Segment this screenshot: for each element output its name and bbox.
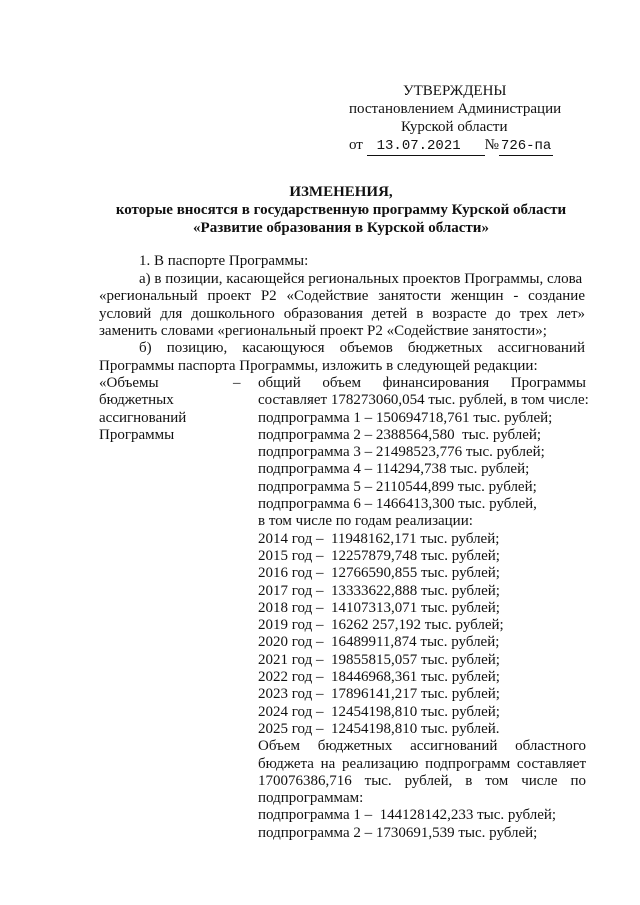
table-right-line: Объем бюджетных ассигнований областного (258, 738, 586, 755)
approval-line-2: Курской области (401, 119, 508, 135)
table-left-line-4: Программы (99, 427, 175, 443)
table-right-line: 2025 год – 12454198,810 тыс. рублей. (258, 720, 500, 737)
number-label: № (484, 137, 499, 153)
table-right-line: подпрограмма 4 – 114294,738 тыс. рублей; (258, 461, 530, 478)
paragraph-a-line-4: заменить словами «региональный проект Р2 «Содействие занятости»; (99, 323, 547, 339)
table-left-line-1: «Объемы (99, 375, 159, 391)
table-right-line: 170076386,716 тыс. рублей, в том числе по (258, 772, 586, 789)
table-right-line: подпрограмма 2 – 1730691,539 тыс. рублей; (258, 824, 538, 841)
approval-line-1: постановлением Администрации (349, 101, 562, 117)
table-right-line: 2020 год – 16489911,874 тыс. рублей; (258, 634, 500, 651)
table-right-line: подпрограмма 5 – 2110544,899 тыс. рублей; (258, 478, 537, 495)
table-right-line: 2024 год – 12454198,810 тыс. рублей; (258, 703, 500, 720)
table-right-column (258, 375, 589, 842)
table-right-line: бюджета на реализацию подпрограмм составляет (258, 755, 586, 772)
table-right-line: подпрограмма 3 – 21498523,776 тыс. рублей; (258, 444, 545, 461)
table-right-line: 2023 год – 17896141,217 тыс. рублей; (258, 686, 500, 703)
table-right-line: составляет 178273060,054 тыс. рублей, в том числе: (258, 392, 589, 409)
table-right-line: 2022 год – 18446968,361 тыс. рублей; (258, 669, 500, 686)
table-right-line: в том числе по годам реализации: (258, 513, 473, 530)
heading-line-2: «Развитие образования в Курской области» (193, 220, 489, 236)
table-right-line: 2016 год – 12766590,855 тыс. рублей; (258, 565, 500, 582)
table-right-line: подпрограммам: (258, 790, 364, 807)
heading-title: ИЗМЕНЕНИЯ, (289, 184, 393, 200)
table-right-line: общий объем финансирования Программы (258, 375, 586, 391)
approval-date: 13.07.2021 (367, 137, 485, 156)
paragraph-a-line-1: а) в позиции, касающейся региональных проектов Программы, слова (139, 271, 583, 287)
table-right-line: 2019 год – 16262 257,192 тыс. рублей; (258, 617, 504, 634)
table-left-line-2: бюджетных (99, 392, 174, 408)
approval-number: 726-па (500, 138, 552, 154)
table-dash: – (233, 375, 241, 391)
table-right-line: 2021 год – 19855815,057 тыс. рублей; (258, 651, 500, 668)
from-label: от (349, 137, 363, 153)
paragraph-a-line-2: «региональный проект Р2 «Содействие занятости женщин - создание (99, 288, 585, 304)
paragraph-b-line-1: б) позицию, касающуюся объемов бюджетных ассигнований (139, 340, 585, 356)
heading-line-1: которые вносятся в государственную программу Курской области (115, 202, 567, 218)
paragraph-1: 1. В паспорте Программы: (139, 253, 309, 269)
table-left-line-3: ассигнований (99, 410, 187, 426)
table-right-line: 2018 год – 14107313,071 тыс. рублей; (258, 599, 500, 616)
approval-date-line (349, 136, 553, 156)
table-right-line: 2017 год – 13333622,888 тыс. рублей; (258, 582, 500, 599)
table-right-line: подпрограмма 2 – 2388564,580 тыс. рублей; (258, 426, 542, 443)
table-right-line: 2015 год – 12257879,748 тыс. рублей; (258, 547, 500, 564)
approval-title: УТВЕРЖДЕНЫ (403, 83, 507, 99)
table-right-line: подпрограмма 6 – 1466413,300 тыс. рублей, (258, 496, 537, 513)
table-right-line: подпрограмма 1 – 150694718,761 тыс. рублей; (258, 409, 553, 426)
table-right-line: 2014 год – 11948162,171 тыс. рублей; (258, 530, 500, 547)
table-right-line: подпрограмма 1 – 144128142,233 тыс. рублей; (258, 807, 557, 824)
paragraph-b-line-2: Программы паспорта Программы, изложить в следующей редакции: (99, 358, 538, 374)
paragraph-a-line-3: условий для дошкольного образования детей в возрасте до трех лет» (99, 306, 585, 322)
